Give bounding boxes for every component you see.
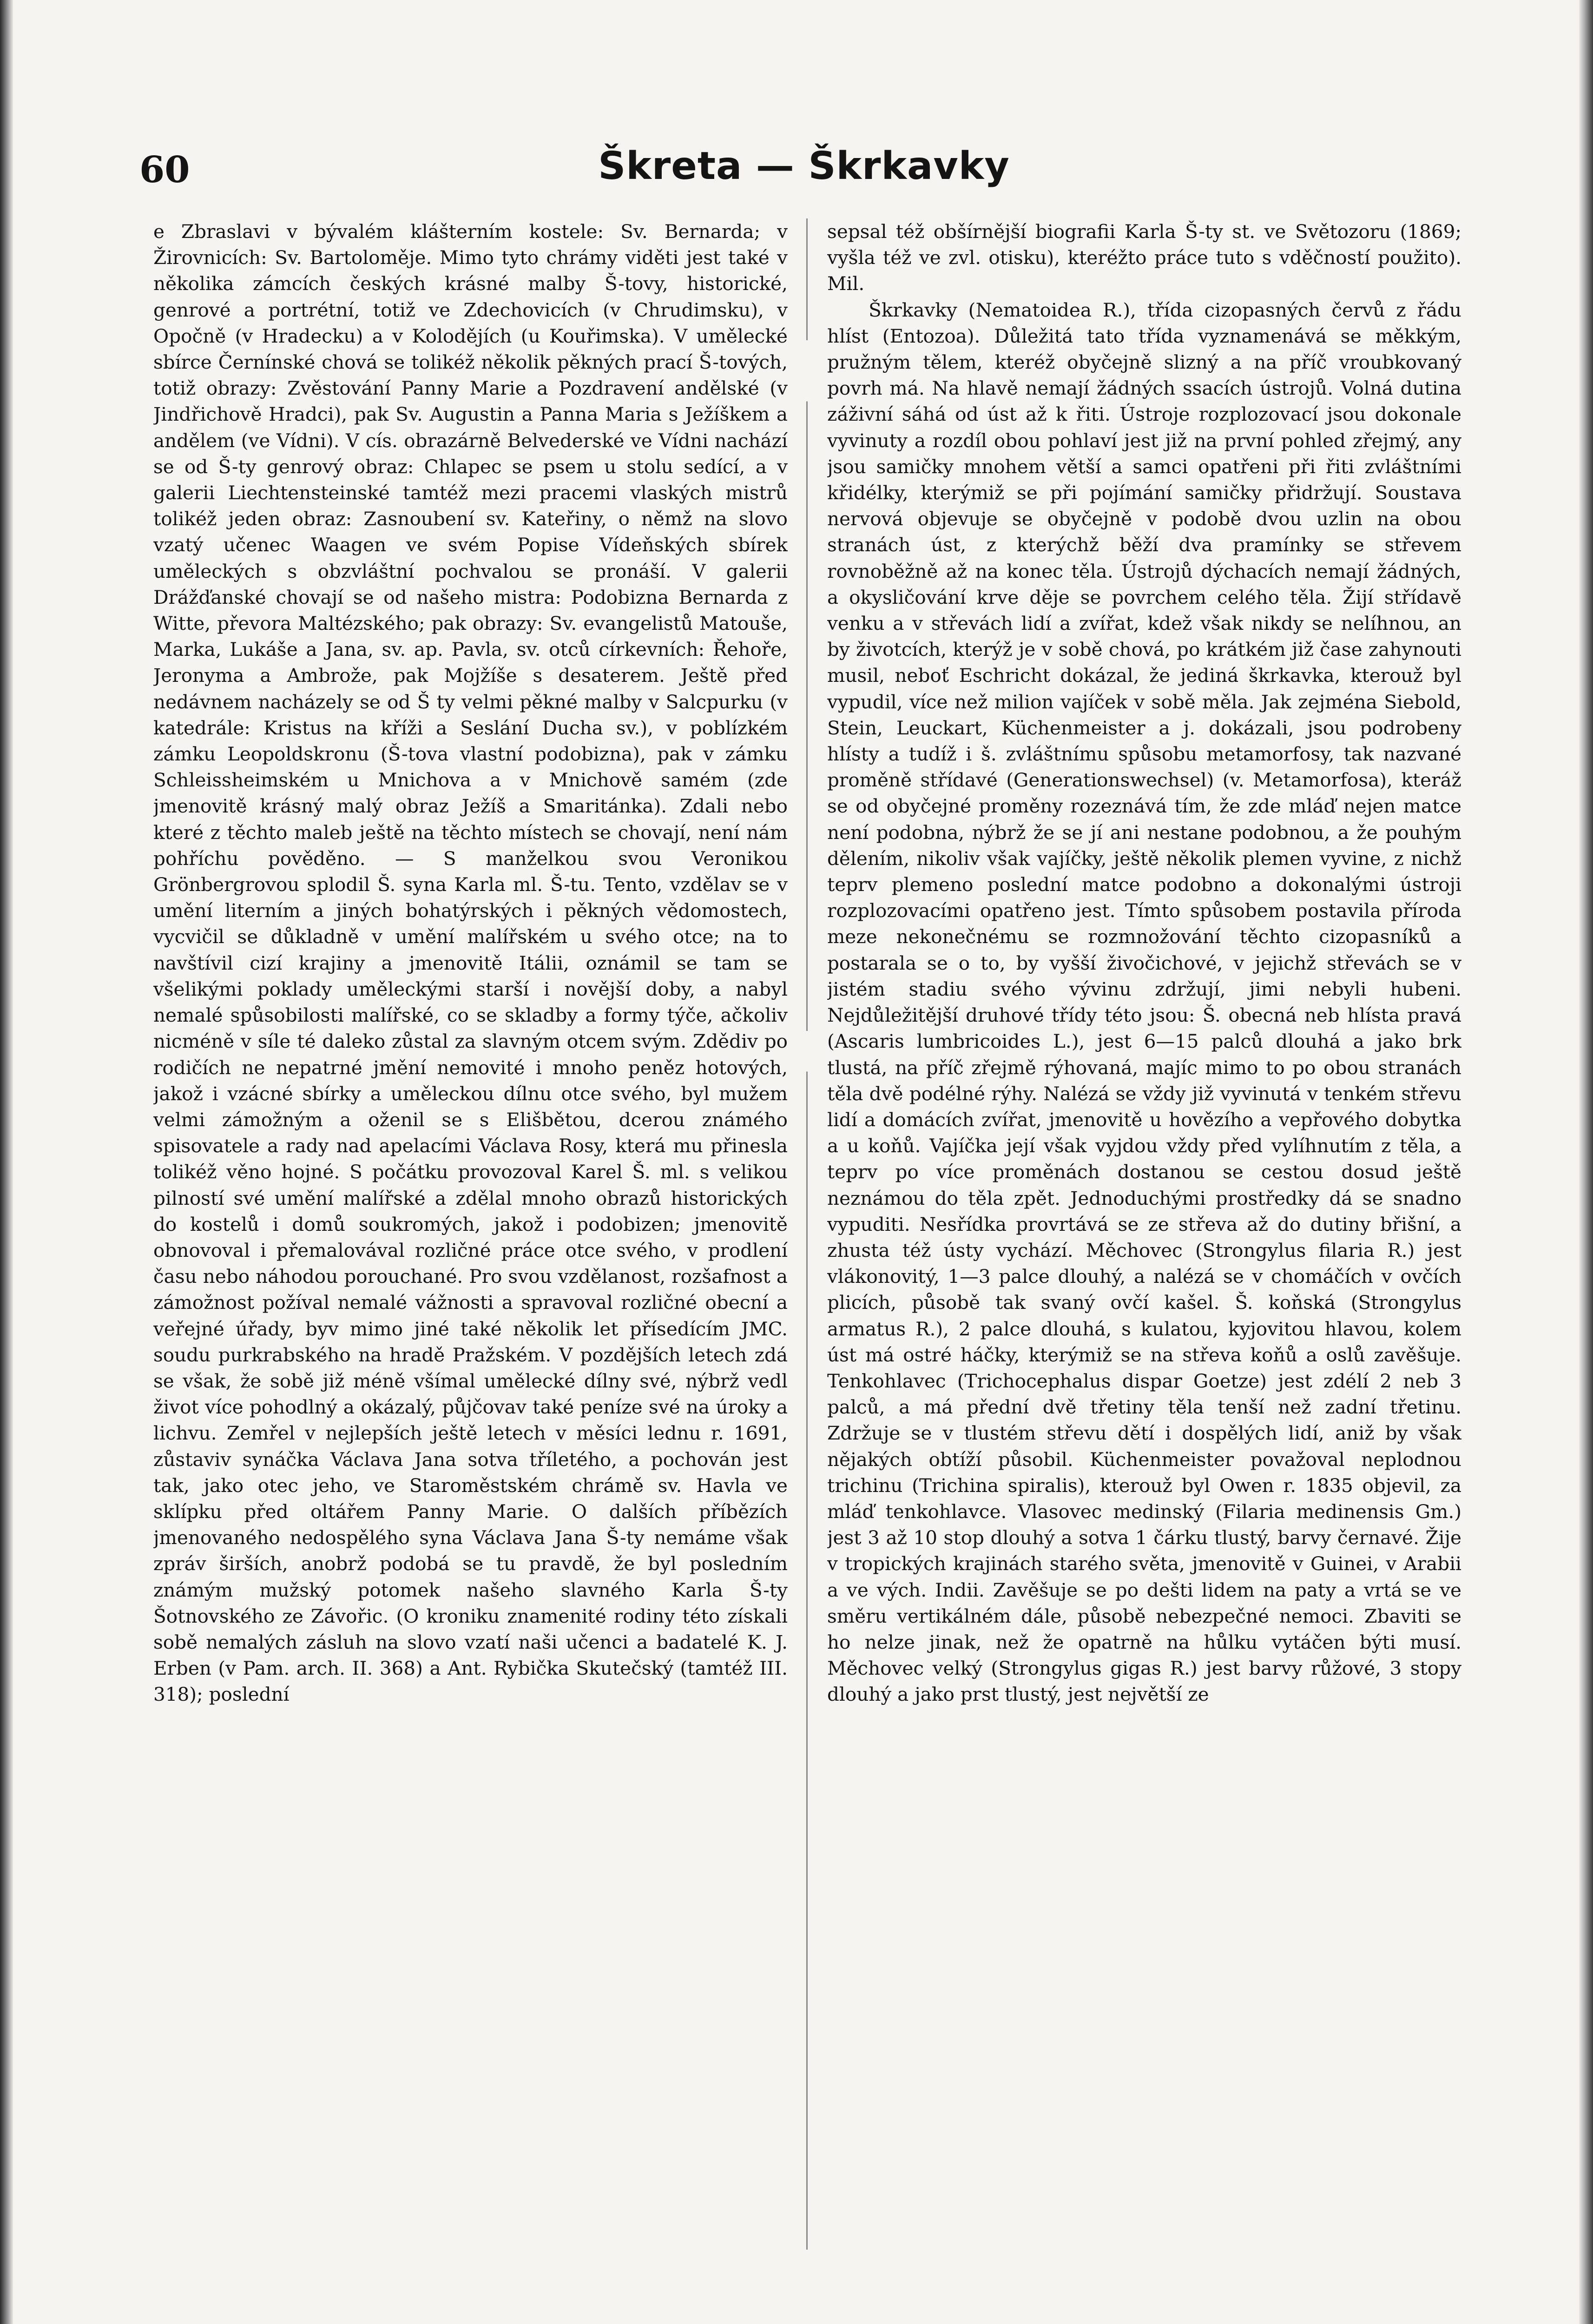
- page-number: 60: [139, 149, 190, 191]
- right-paragraph-continuation: sepsal též obšírnější biografii Karla Š-ty st. ve Světozoru (1869; vyšla též ve zvl. otisku), kteréžto práce tuto s vděčností použito). Mil.: [827, 220, 1461, 295]
- right-column: [827, 218, 1461, 2250]
- left-paragraph: e Zbraslavi v bývalém klášterním kostele: Sv. Bernarda; v Žirovnicích: Sv. Bartoloměje. Mimo tyto chrámy viděti jest také v několika zámcích českých krásné malby Š-tovy, historické, genrové a portrétní, totiž ve Zdechovicích (v Chrudimsku), v Opočně (v Hradecku) a v Kolodějích (u Kouřimska). V umělecké sbírce Černínské chová se tolikéž několik pěkných prací Š-tových, totiž obrazy: Zvěstování Panny Marie a Pozdravení andělské (v Jindřichově Hradci), pak Sv. Augustin a Panna Maria s Ježíškem a andělem (ve Vídni). V cís. obrazárně Belvederské ve Vídni nachází se od Š-ty genrový obraz: Chlapec se psem u stolu sedící, a v galerii Liechtensteinské tamtéž mezi pracemi vlaských mistrů tolikéž jeden obraz: Zasnoubení sv. Kateřiny, o němž na slovo vzatý učenec Waagen ve svém Popise Vídeňských sbírek uměleckých s obzvláštní pochvalou se pronáší. V galerii Drážďanské chovají se od našeho mistra: Podobizna Bernarda z Witte, převora Maltézského; pak obrazy: Sv. evangelistů Matouše, Marka, Lukáše a Jana, sv. ap. Pavla, sv. otců církevních: Řehoře, Jeronyma a Ambrože, pak Mojžíše s desaterem. Ještě před nedávnem nacházely se od Š ty velmi pěkné malby v Salcpurku (v katedrále: Kristus na kříži a Seslání Ducha sv.), v poblízkém zámku Leopoldskronu (Š-tova vlastní podobizna), pak v zámku Schleissheimském u Mnichova a v Mnichově samém (zde jmenovitě krásný malý obraz Ježíš a Smaritánka). Zdali nebo které z těchto maleb ještě na těchto místech se chovají, není nám pohříchu pověděno. — S manželkou svou Veronikou Grönbergrovou splodil Š. syna Karla ml. Š-tu. Tento, vzdělav se v umění literním a jiných bohatýrských i pěkných vědomostech, vycvičil se důkladně v umění malířském u svého otce; na to navštívil cizí krajiny a jmenovitě Itálii, oznámil se tam se všelikými poklady uměleckými starší i novější doby, a nabyl nemalé spůsobilosti malířské, co se skladby a formy týče, ačkoliv nicméně v síle té daleko zůstal za slavným otcem svým. Zdědiv po rodičích ne nepatrné jmění nemovité i mnoho peněz hotových, jakož i vzácné sbírky a uměleckou dílnu otce svého, byl mužem velmi zámožným a oženil se s Elišbětou, dcerou známého spisovatele a rady nad apelacími Václava Rosy, která mu přinesla tolikéž věno hojné. S počátku provozoval Karel Š. ml. s velikou pilností své umění malířské a zdělal mnoho obrazů historických do kostelů i domů soukromých, jakož i podobizen; jmenovitě obnovoval i přemalovával rozličné práce otce svého, v prodlení času nebo náhodou porouchané. Pro svou vzdělanost, rozšafnost a zámožnost požíval nemalé vážnosti a spravoval rozličné obecní a veřejné úřady, byv mimo jiné také několik let přísedícím JMC. soudu purkrabského na hradě Pražském. V pozdějších letech zdá se však, že sobě již méně všímal umělecké dílny své, nýbrž vedl život více pohodlný a okázalý, půjčovav také peníze své na úroky a lichvu. Zemřel v nejlepších ještě letech v měsíci lednu r. 1691, zůstaviv synáčka Václava Jana sotva tříletého, a pochován jest tak, jako otec jeho, ve Staroměstském chrámě sv. Havla ve sklípku před oltářem Panny Marie. O dalších příbězích jmenovaného nedospělého syna Václava Jana Š-ty nemáme však zpráv širších, anobrž podobá se tu pravdě, že byl posledním známým mužský potomek našeho slavného Karla Š-ty Šotnovského ze Závořic. (O kroniku znamenité rodiny této získali sobě nemalých zásluh na slovo vzatí naši učenci a badatelé K. J. Erben (v Pam. arch. II. 368) a Ant. Rybička Skutečský (tamtéž III. 318); poslední: [153, 220, 788, 1706]
- right-paragraph-entry: Škrkavky (Nematoidea R.), třída cizopasných červů z řádu hlíst (Entozoa). Důležitá tato třída vyznamenává se měkkým, pružným tělem, kteréž obyčejně slizný a na příč vroubkovaný povrh má. Na hlavě nemají žádných ssacích ústrojů. Volná dutina záživní sáhá od úst až k řiti. Ústroje rozplozovací jsou dokonale vyvinuty a rozdíl obou pohlaví jest již na první pohled zřejmý, any jsou samičky mnohem větší a samci opatřeni při řiti zvláštními křidélky, kterýmiž se při pojímání samičky přidržují. Soustava nervová objevuje se obyčejně v podobě dvou uzlin na obou stranách úst, z kterýchž běží dva pramínky se střevem rovnoběžně až na konec těla. Ústrojů dýchacích nemají žádných, a okysličování krve děje se povrchem celého těla. Žijí střídavě venku a v střevách lidí a zvířat, kdež však nikdy se nelíhnou, an by životcích, kterýž je v sobě chová, po krátkém již čase zahynouti musil, neboť Eschricht dokázal, že jediná škrkavka, kterouž byl vypudil, více než milion vajíček v sobě měla. Jak zejména Siebold, Stein, Leuckart, Küchenmeister a j. dokázali, jsou podrobeny hlísty a tudíž i š. zvláštnímu spůsobu metamorfosy, tak nazvané proměně střídavé (Generationswechsel) (v. Metamorfosa), kteráž se od obyčejné proměny rozeznává tím, že zde mláď nejen matce není podobna, nýbrž že se jí ani nestane podobnou, a že pouhým dělením, nikoliv však vajíčky, ještě několik plemen vyvine, z nichž teprv plemeno poslední matce podobno a dokonalými ústroji rozplozovacími opatřeno jest. Tímto spůsobem postavila příroda meze nekonečnému se rozmnožování těchto cizopasníků a postarala se o to, by vyšší živočichové, v jejichž střevách se v jistém stadiu svého vývinu zdržují, jimi nebyli hubeni. Nejdůležitější druhové třídy této jsou: Š. obecná neb hlísta pravá (Ascaris lumbricoides L.), jest 6—15 palců dlouhá a jako brk tlustá, na příč zřejmě rýhovaná, majíc mimo to po obou stranách těla dvě podélné rýhy. Nalézá se vždy již vyvinutá v tenkém střevu lidí a domácích zvířat, jmenovitě u hovězího a vepřového dobytka a u koňů. Vajíčka její však vyjdou vždy před vylíhnutím z těla, a teprv po více proměnách dostanou se cestou dosud ještě neznámou do těla zpět. Jednoduchými prostředky dá se snadno vypuditi. Nesřídka provrtává se ze střeva až do dutiny břišní, a zhusta též ústy vychází. Měchovec (Strongylus filaria R.) jest vlákonovitý, 1—3 palce dlouhý, a nalézá se v chomáčích v ovčích plicích, působě tak svaný ovčí kašel. Š. koňská (Strongylus armatus R.), 2 palce dlouhá, s kulatou, kyjovitou hlavou, kolem úst má ostré háčky, kterýmiž se na střeva koňů a oslů zavěšuje. Tenkohlavec (Trichocephalus dispar Goetze) jest zdélí 2 neb 3 palců, a má přední dvě třetiny těla tenší než zadní třetinu. Zdržuje se v tlustém střevu dětí i dospělých lidí, aniž by však nějakých obtíží působil. Küchenmeister považoval neplodnou trichinu (Trichina spiralis), kterouž byl Owen r. 1835 objevil, za mláď tenkohlavce. Vlasovec medinský (Filaria medinensis Gm.) jest 3 až 10 stop dlouhý a sotva 1 čárku tlustý, barvy černavé. Žije v tropických krajinách starého světa, jmenovitě v Guinei, v Arabii a ve vých. Indii. Zavěšuje se po dešti lidem na paty a vrtá se ve směru vertikálném dále, působě nebezpečné nemoci. Zbaviti se ho nelze jinak, než že opatrně na hůlku vytáčen býti musí. Měchovec velký (Strongylus gigas R.) jest barvy růžové, 3 stopy dlouhý a jako prst tlustý, jest největší ze: [827, 298, 1461, 1706]
- scan-edge-left: [0, 0, 13, 2324]
- text-columns: [153, 218, 1468, 2250]
- left-column: [153, 218, 788, 2250]
- page-header: [139, 139, 1468, 200]
- column-divider: [806, 218, 808, 2250]
- scan-edge-right: [1579, 0, 1593, 2324]
- running-title: Škreta — Škrkavky: [598, 144, 1010, 188]
